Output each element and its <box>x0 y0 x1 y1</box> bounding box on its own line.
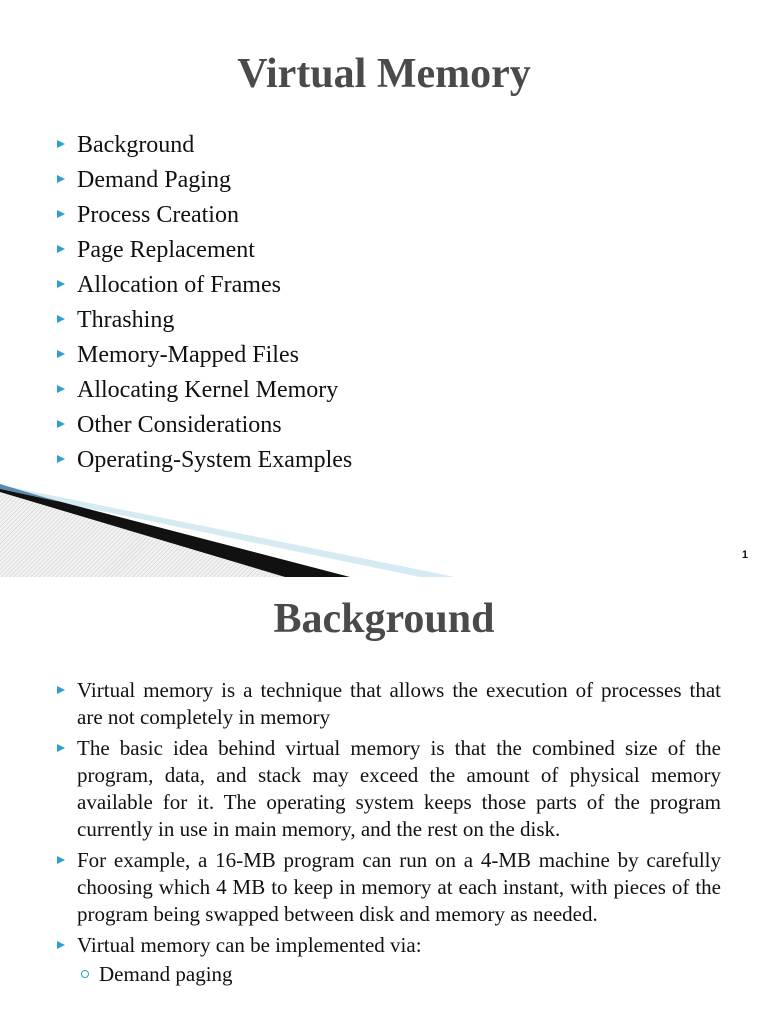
bullet-item <box>55 163 745 198</box>
bullet-arrow-icon <box>57 420 65 428</box>
bullet-item <box>55 735 721 843</box>
sub-bullet-list <box>77 959 721 989</box>
slide-2 <box>0 577 768 1024</box>
bullet-item <box>55 233 745 268</box>
sub-bullet-item <box>77 959 721 989</box>
bullet-item <box>55 268 745 303</box>
bullet-arrow-icon <box>57 350 65 358</box>
bullet-text: Operating-System Examples <box>77 447 353 473</box>
page-number: 1 <box>741 549 748 561</box>
bullet-text: Page Replacement <box>77 237 255 263</box>
bullet-item <box>55 373 745 408</box>
bullet-text: Virtual memory is a technique that allows the execution of processes that are not completely in memory <box>77 678 721 729</box>
bullet-item <box>55 338 745 373</box>
bullet-arrow-icon <box>57 245 65 253</box>
bullet-item <box>55 677 721 731</box>
bullet-arrow-icon <box>57 455 65 463</box>
bullet-text: The basic idea behind virtual memory is that the combined size of the program, data, and stack may exceed the amount of physical memory available for it. The operating system keeps those parts of the program currently in use in main memory, and the rest on the disk. <box>77 736 721 841</box>
slide-title: Virtual Memory <box>237 51 531 97</box>
bullet-arrow-icon <box>57 856 65 864</box>
bullet-item <box>55 847 721 928</box>
bullet-arrow-icon <box>57 315 65 323</box>
bullet-arrow-icon <box>57 941 65 949</box>
ring-bullet-icon <box>81 970 89 978</box>
corner-swoosh-decoration <box>0 480 500 577</box>
bullet-text: Allocating Kernel Memory <box>77 377 339 403</box>
bullet-arrow-icon <box>57 744 65 752</box>
bullet-arrow-icon <box>57 385 65 393</box>
slide-title: Background <box>273 596 495 642</box>
bullet-text: Demand Paging <box>77 167 231 193</box>
bullet-list <box>55 128 745 478</box>
bullet-text: Allocation of Frames <box>77 272 281 298</box>
bullet-item <box>55 932 721 989</box>
bullet-arrow-icon <box>57 175 65 183</box>
bullet-text: For example, a 16-MB program can run on a 4-MB machine by carefully choosing which 4 MB to keep in memory at each instant, with pieces of the program being swapped between disk and memory as needed. <box>77 848 721 926</box>
bullet-list <box>55 677 721 993</box>
bullet-text: Virtual memory can be implemented via: <box>77 933 422 957</box>
bullet-arrow-icon <box>57 686 65 694</box>
bullet-arrow-icon <box>57 140 65 148</box>
bullet-arrow-icon <box>57 280 65 288</box>
bullet-text: Background <box>77 132 195 158</box>
bullet-item <box>55 198 745 233</box>
sub-bullet-text: Demand paging <box>99 962 233 986</box>
bullet-item <box>55 128 745 163</box>
bullet-text: Memory-Mapped Files <box>77 342 299 368</box>
bullet-item <box>55 408 745 443</box>
bullet-text: Process Creation <box>77 202 239 228</box>
bullet-text: Other Considerations <box>77 412 282 438</box>
bullet-arrow-icon <box>57 210 65 218</box>
bullet-text: Thrashing <box>77 307 175 333</box>
bullet-item <box>55 303 745 338</box>
bullet-item <box>55 443 745 478</box>
